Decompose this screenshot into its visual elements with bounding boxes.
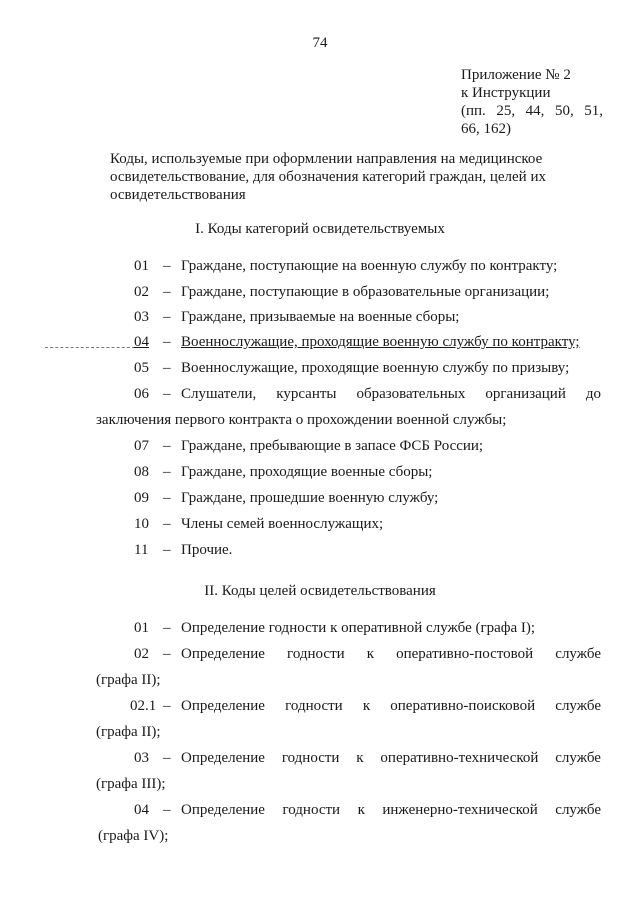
item-word: инженерно-технической [382,802,538,818]
item-text: Граждане, прошедшие военную службу; [181,490,439,506]
item-dash: – [163,750,171,766]
item-code: 10 [134,516,149,532]
item-text [181,801,601,819]
item-word: службе [555,646,601,662]
item-code: 09 [134,490,149,506]
item-text: Граждане, поступающие на военную службу по контракту; [181,258,558,274]
item-word: оперативно-поисковой [390,698,536,714]
appendix-ref: 50, [554,103,574,119]
title-line-2: освидетельствование, для обозначения категорий граждан, целей их [110,169,546,185]
item-dash: – [163,284,171,300]
item-text: Члены семей военнослужащих; [181,516,384,532]
item-continuation: (графа IV); [98,828,169,844]
item-word: до [585,386,601,402]
item-word: годности [281,750,340,766]
item-word: службе [555,802,601,818]
item-code: 07 [134,438,149,454]
item-dash: – [163,438,171,454]
item-code: 06 [134,386,149,402]
appendix-ref: (пп. [461,103,486,119]
scan-artifact-line [45,347,135,349]
item-text: Граждане, призываемые на военные сборы; [181,309,460,325]
item-continuation: (графа II); [96,672,161,688]
appendix-note [461,66,603,138]
item-code: 05 [134,360,149,376]
item-word: организаций [485,386,566,402]
item-text [181,645,601,663]
item-word: Определение [181,698,265,714]
item-dash: – [163,309,171,325]
item-word: Слушатели, [181,386,257,402]
item-code: 11 [134,542,149,558]
title-line-1: Коды, используемые при оформлении направления на медицинское [110,151,543,167]
item-code: 02.1 [130,698,157,714]
item-word: оперативно-технической [380,750,539,766]
item-code: 03 [134,750,149,766]
section-1-heading: I. Коды категорий освидетельствуемых [195,221,445,237]
item-text: Определение годности к оперативной службе (графа I); [181,620,536,636]
item-dash: – [163,334,171,350]
item-word: Определение [181,750,265,766]
item-word: Определение [181,646,265,662]
item-code: 08 [134,464,149,480]
item-word: службе [555,750,601,766]
item-code: 04 [134,802,149,818]
page-number: 74 [312,35,328,51]
document-title [110,150,580,204]
item-code: 03 [134,309,149,325]
item-dash: – [163,464,171,480]
item-text [181,385,601,403]
item-code: 01 [134,620,149,636]
item-text: Граждане, поступающие в образовательные организации; [181,284,550,300]
appendix-line-2: к Инструкции [461,85,551,101]
item-word: образовательных [356,386,466,402]
item-text [181,697,601,715]
item-word: к [356,750,364,766]
item-code: 02 [134,284,149,300]
item-dash: – [163,646,171,662]
item-text: Граждане, пребывающие в запасе ФСБ России; [181,438,484,454]
item-word: курсанты [276,386,337,402]
appendix-ref: 44, [525,103,545,119]
item-code: 04 [134,334,149,350]
item-word: к [357,802,365,818]
item-word: службе [555,698,601,714]
appendix-ref: 25, [496,103,516,119]
item-code: 02 [134,646,149,662]
item-dash: – [163,490,171,506]
appendix-line-3 [461,102,603,120]
section-2-heading: II. Коды целей освидетельствования [204,583,436,599]
title-line-3: освидетельствования [110,187,246,203]
item-text: Прочие. [181,542,233,558]
item-dash: – [163,542,171,558]
item-word: оперативно-постовой [396,646,534,662]
item-dash: – [163,516,171,532]
item-continuation: (графа III); [96,776,166,792]
appendix-line-1: Приложение № 2 [461,67,571,83]
item-code: 01 [134,258,149,274]
item-dash: – [163,620,171,636]
item-dash: – [163,258,171,274]
item-word: Определение [181,802,265,818]
appendix-line-4: 66, 162) [461,121,511,137]
item-word: годности [285,698,343,714]
item-text: Граждане, проходящие военные сборы; [181,464,433,480]
appendix-ref: 51, [584,103,603,119]
item-text [181,749,601,767]
item-text: Военнослужащие, проходящие военную службу по призыву; [181,360,570,376]
item-dash: – [163,386,171,402]
item-continuation: (графа II); [96,724,161,740]
item-word: годности [282,802,341,818]
item-text: Военнослужащие, проходящие военную службу по контракту; [181,334,580,350]
item-dash: – [163,698,171,714]
item-dash: – [163,802,171,818]
item-word: к [366,646,375,662]
item-continuation: заключения первого контракта о прохождении военной службы; [96,412,507,428]
item-word: к [362,698,371,714]
item-dash: – [163,360,171,376]
item-word: годности [287,646,345,662]
